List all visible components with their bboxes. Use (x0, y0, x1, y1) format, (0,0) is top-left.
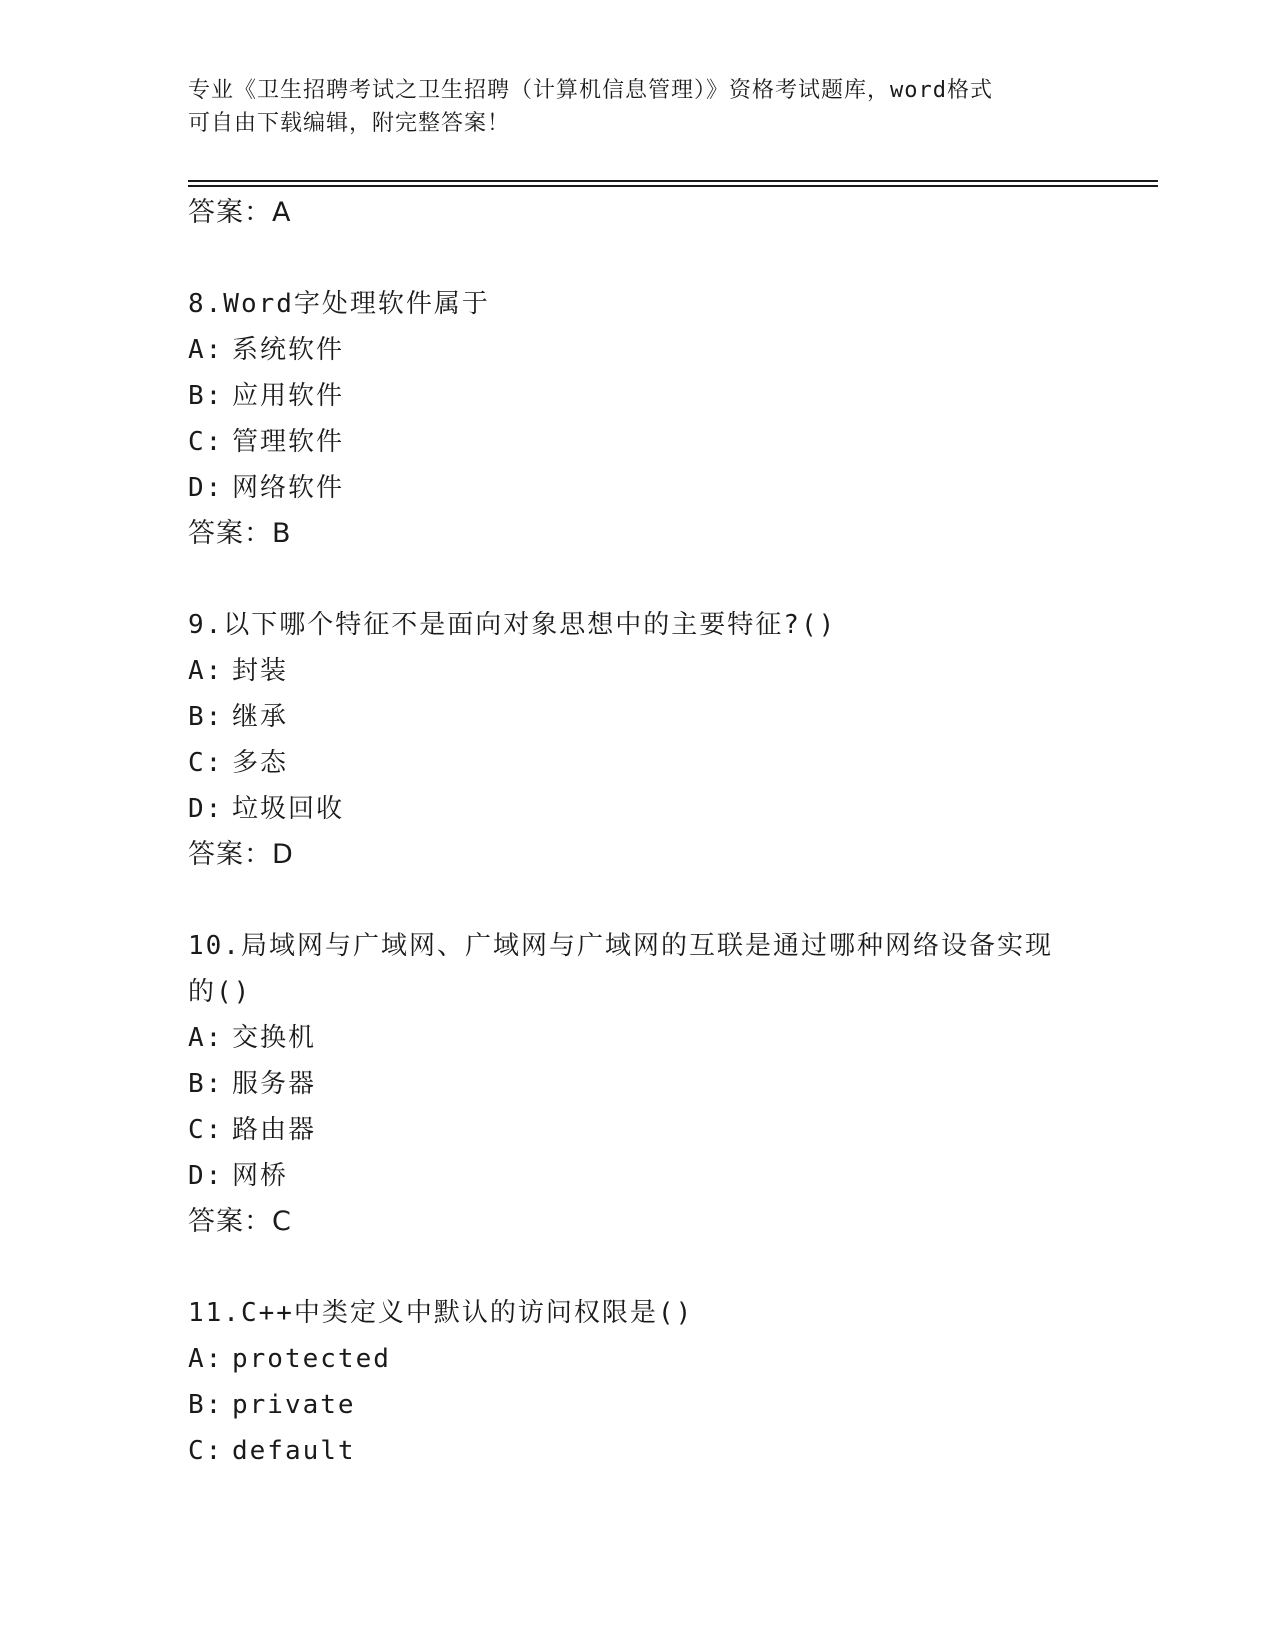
option-text: 网络软件 (232, 473, 345, 503)
question-9 (188, 602, 1088, 878)
question-title: 9.以下哪个特征不是面向对象思想中的主要特征?() (188, 610, 837, 640)
option-label: D: (188, 794, 224, 824)
question-8 (188, 281, 1088, 557)
option-text: 应用软件 (232, 381, 345, 411)
option-label: B: (188, 1069, 224, 1099)
question-title-line-1: 10.局域网与广域网、广域网与广域网的互联是通过哪种网络设备实现 (188, 931, 1053, 961)
header-line-2: 可自由下载编辑，附完整答案！ (188, 111, 511, 136)
option-d (188, 786, 1088, 832)
option-label: C: (188, 427, 224, 457)
option-text: 服务器 (232, 1069, 317, 1099)
question-title: 8.Word字处理软件属于 (188, 289, 490, 319)
option-b (188, 373, 1088, 419)
answer: 答案：D (188, 839, 294, 870)
option-label: C: (188, 748, 224, 778)
option-label: B: (188, 702, 224, 732)
option-label: A: (188, 335, 224, 365)
answer: 答案：C (188, 1206, 292, 1237)
option-label: A: (188, 656, 224, 686)
option-a (188, 648, 1088, 694)
option-d (188, 1153, 1088, 1199)
option-text: protected (232, 1344, 391, 1374)
option-label: D: (188, 1161, 224, 1191)
option-label: C: (188, 1115, 224, 1145)
option-b (188, 1061, 1088, 1107)
option-label: C: (188, 1436, 224, 1466)
option-c (188, 1107, 1088, 1153)
header-divider-top (188, 180, 1158, 182)
question-10 (188, 923, 1088, 1245)
header-line-1: 专业《卫生招聘考试之卫生招聘（计算机信息管理）》资格考试题库，word格式 (188, 78, 993, 103)
question-list (188, 190, 1088, 1474)
option-b (188, 1382, 1088, 1428)
previous-answer: 答案：A (188, 197, 292, 228)
option-text: 垃圾回收 (232, 794, 345, 824)
option-text: private (232, 1390, 356, 1420)
option-label: B: (188, 381, 224, 411)
option-text: 多态 (232, 748, 289, 778)
option-text: 继承 (232, 702, 289, 732)
option-label: A: (188, 1023, 224, 1053)
answer: 答案：B (188, 518, 292, 549)
option-label: A: (188, 1344, 224, 1374)
option-text: 系统软件 (232, 335, 345, 365)
option-c (188, 1428, 1088, 1474)
header-divider-bottom (188, 185, 1158, 187)
option-c (188, 419, 1088, 465)
option-c (188, 740, 1088, 786)
option-b (188, 694, 1088, 740)
option-a (188, 1336, 1088, 1382)
option-text: 管理软件 (232, 427, 345, 457)
option-label: B: (188, 1390, 224, 1420)
question-title-line-2: 的() (188, 977, 252, 1007)
option-text: 交换机 (232, 1023, 317, 1053)
option-label: D: (188, 473, 224, 503)
option-a (188, 1015, 1088, 1061)
question-title: 11.C++中类定义中默认的访问权限是() (188, 1298, 694, 1328)
option-text: 封装 (232, 656, 289, 686)
question-11 (188, 1290, 1088, 1474)
option-a (188, 327, 1088, 373)
option-text: 网桥 (232, 1161, 289, 1191)
document-header (188, 74, 1088, 140)
option-d (188, 465, 1088, 511)
option-text: 路由器 (232, 1115, 317, 1145)
option-text: default (232, 1436, 356, 1466)
